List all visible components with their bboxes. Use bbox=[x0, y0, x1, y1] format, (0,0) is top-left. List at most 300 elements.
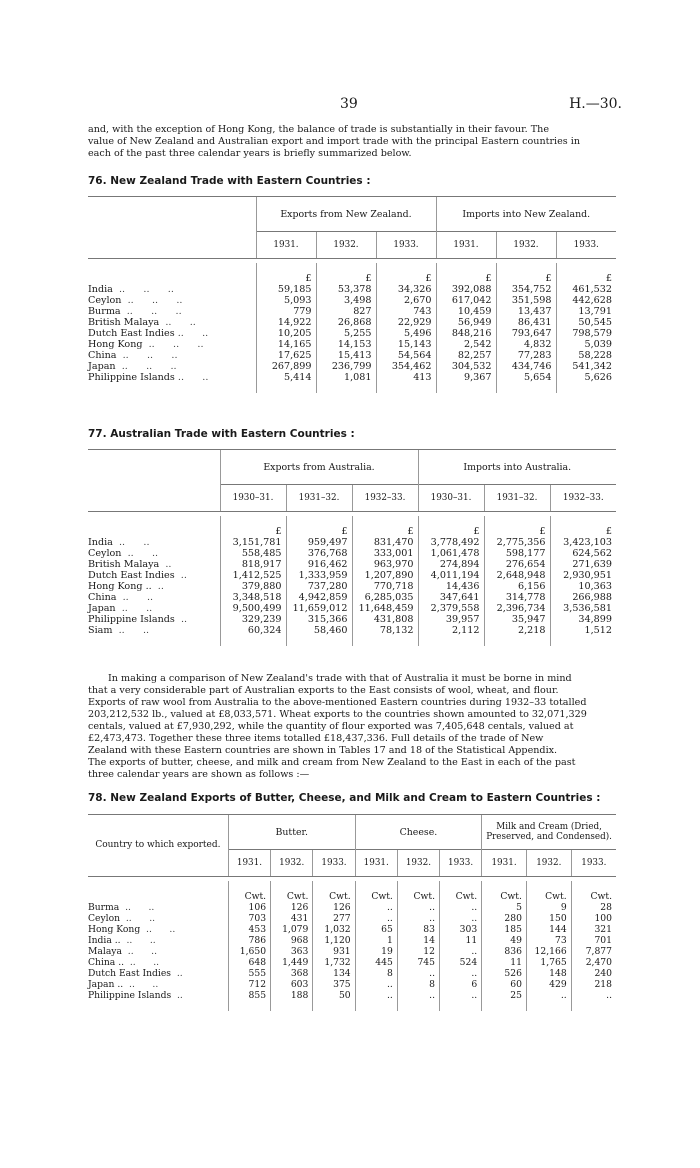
value-cell: 50,545 bbox=[556, 317, 616, 328]
value-cell: 9,367 bbox=[436, 372, 496, 383]
unit-label: £ bbox=[256, 263, 316, 284]
value-cell: 2,930,951 bbox=[550, 570, 616, 581]
table-77 bbox=[88, 449, 616, 646]
value-cell: 1,412,525 bbox=[220, 570, 286, 581]
value-cell: 461,532 bbox=[556, 284, 616, 295]
value-cell: 916,462 bbox=[286, 559, 352, 570]
leader-dots: .. .. .. bbox=[115, 361, 177, 372]
value-cell: 54,564 bbox=[376, 350, 436, 361]
country-cell bbox=[88, 935, 228, 946]
value-cell: 11 bbox=[482, 957, 527, 968]
value-cell: 779 bbox=[256, 306, 316, 317]
value-cell: .. bbox=[440, 990, 482, 1001]
table-row bbox=[88, 592, 616, 603]
value-cell: 1,081 bbox=[316, 372, 376, 383]
value-cell: 77,283 bbox=[496, 350, 556, 361]
value-cell: 555 bbox=[228, 968, 270, 979]
year-header: 1932–33. bbox=[550, 485, 616, 512]
table-78-body bbox=[88, 877, 616, 1012]
value-cell: .. bbox=[397, 913, 439, 924]
value-cell: .. bbox=[571, 990, 616, 1001]
table-row bbox=[88, 957, 616, 968]
unit-label: Cwt. bbox=[355, 881, 397, 902]
value-cell: .. bbox=[440, 913, 482, 924]
value-cell: 836 bbox=[482, 946, 527, 957]
value-cell: 15,413 bbox=[316, 350, 376, 361]
country-cell bbox=[88, 603, 220, 614]
year-header: 1932. bbox=[397, 850, 439, 877]
year-header: 1932. bbox=[316, 232, 376, 259]
country-cell bbox=[88, 548, 220, 559]
value-cell: 2,396,734 bbox=[484, 603, 550, 614]
value-cell: 2,775,356 bbox=[484, 537, 550, 548]
table-row bbox=[88, 902, 616, 913]
leader-dots: .. .. bbox=[121, 548, 159, 559]
country-name: Philippine Islands bbox=[88, 614, 175, 625]
page-number: 39 bbox=[340, 96, 358, 112]
country-name: China .. bbox=[88, 957, 125, 968]
unit-label: £ bbox=[550, 516, 616, 537]
value-cell: 5,414 bbox=[256, 372, 316, 383]
table-76 bbox=[88, 196, 616, 393]
value-cell: 818,917 bbox=[220, 559, 286, 570]
unit-label: Cwt. bbox=[440, 881, 482, 902]
value-cell: 10,363 bbox=[550, 581, 616, 592]
value-cell: 6,156 bbox=[484, 581, 550, 592]
table-row bbox=[88, 284, 616, 295]
leader-dots: .. .. bbox=[123, 979, 159, 990]
value-cell: 2,470 bbox=[571, 957, 616, 968]
value-cell: 11,648,459 bbox=[352, 603, 418, 614]
value-cell: 798,579 bbox=[556, 328, 616, 339]
value-cell: .. bbox=[440, 902, 482, 913]
country-cell bbox=[88, 570, 220, 581]
value-cell: 11,659,012 bbox=[286, 603, 352, 614]
leader-dots: .. .. bbox=[116, 592, 154, 603]
value-cell: 363 bbox=[271, 946, 313, 957]
value-cell: 827 bbox=[316, 306, 376, 317]
value-cell: 19 bbox=[355, 946, 397, 957]
value-cell: 274,894 bbox=[418, 559, 484, 570]
imports-group-header: Imports into New Zealand. bbox=[436, 197, 616, 232]
value-cell: 8 bbox=[397, 979, 439, 990]
value-cell: 379,880 bbox=[220, 581, 286, 592]
value-cell: 218 bbox=[571, 979, 616, 990]
country-name: China bbox=[88, 592, 117, 603]
value-cell: 3,151,781 bbox=[220, 537, 286, 548]
value-cell: .. bbox=[355, 979, 397, 990]
table-row bbox=[88, 913, 616, 924]
unit-label: £ bbox=[316, 263, 376, 284]
country-name: Dutch East Indies bbox=[88, 968, 171, 979]
butter-group-header: Butter. bbox=[228, 815, 355, 850]
value-cell: 2,542 bbox=[436, 339, 496, 350]
value-cell: 188 bbox=[271, 990, 313, 1001]
value-cell: .. bbox=[397, 968, 439, 979]
value-cell: 526 bbox=[482, 968, 527, 979]
value-cell: 53,378 bbox=[316, 284, 376, 295]
value-cell: 236,799 bbox=[316, 361, 376, 372]
value-cell: 5,654 bbox=[496, 372, 556, 383]
value-cell: .. bbox=[355, 902, 397, 913]
value-cell: 60,324 bbox=[220, 625, 286, 636]
value-cell: 701 bbox=[571, 935, 616, 946]
country-cell bbox=[88, 581, 220, 592]
unit-label: Cwt. bbox=[397, 881, 439, 902]
leader-dots: .. .. bbox=[119, 902, 155, 913]
value-cell: 50 bbox=[313, 990, 355, 1001]
page-header bbox=[0, 96, 700, 114]
value-cell: 11 bbox=[440, 935, 482, 946]
leader-dots: .. bbox=[159, 559, 172, 570]
value-cell: 453 bbox=[228, 924, 270, 935]
value-cell: 150 bbox=[526, 913, 571, 924]
year-header: 1932. bbox=[526, 850, 571, 877]
value-cell: 329,239 bbox=[220, 614, 286, 625]
unit-label: Cwt. bbox=[228, 881, 270, 902]
document-reference: H.—30. bbox=[569, 96, 622, 112]
leader-dots: .. .. bbox=[112, 625, 150, 636]
value-cell: 14 bbox=[397, 935, 439, 946]
value-cell: 1,207,890 bbox=[352, 570, 418, 581]
leader-dots: .. .. bbox=[174, 372, 209, 383]
value-cell: 354,462 bbox=[376, 361, 436, 372]
value-cell: 1,765 bbox=[526, 957, 571, 968]
year-header: 1931. bbox=[256, 232, 316, 259]
country-name: Hong Kong bbox=[88, 339, 143, 350]
country-name: India bbox=[88, 537, 113, 548]
value-cell: 3,778,492 bbox=[418, 537, 484, 548]
country-cell bbox=[88, 592, 220, 603]
year-header: 1930–31. bbox=[418, 485, 484, 512]
table-77-body bbox=[88, 512, 616, 647]
value-cell: .. bbox=[355, 913, 397, 924]
value-cell: 126 bbox=[313, 902, 355, 913]
value-cell: 315,366 bbox=[286, 614, 352, 625]
value-cell: 15,143 bbox=[376, 339, 436, 350]
value-cell: 743 bbox=[376, 306, 436, 317]
table-76-title: 76. New Zealand Trade with Eastern Countries : bbox=[88, 175, 371, 187]
country-cell bbox=[88, 614, 220, 625]
value-cell: 83 bbox=[397, 924, 439, 935]
year-header: 1931. bbox=[355, 850, 397, 877]
unit-label: £ bbox=[484, 516, 550, 537]
year-header: 1933. bbox=[313, 850, 355, 877]
value-cell: 3,536,581 bbox=[550, 603, 616, 614]
table-77-title: 77. Australian Trade with Eastern Countries : bbox=[88, 428, 355, 440]
country-cell bbox=[88, 625, 220, 636]
year-header: 1933. bbox=[376, 232, 436, 259]
value-cell: 354,752 bbox=[496, 284, 556, 295]
value-cell: 303 bbox=[440, 924, 482, 935]
value-cell: 1,061,478 bbox=[418, 548, 484, 559]
table-row bbox=[88, 361, 616, 372]
value-cell: 7,877 bbox=[571, 946, 616, 957]
value-cell: 848,216 bbox=[436, 328, 496, 339]
table-row bbox=[88, 625, 616, 636]
leader-dots: .. bbox=[171, 968, 183, 979]
leader-dots: .. .. bbox=[174, 328, 209, 339]
year-header: 1933. bbox=[571, 850, 616, 877]
unit-label: Cwt. bbox=[526, 881, 571, 902]
value-cell: 5,039 bbox=[556, 339, 616, 350]
value-cell: 5 bbox=[482, 902, 527, 913]
value-cell: 2,112 bbox=[418, 625, 484, 636]
leader-dots: .. .. .. bbox=[116, 350, 178, 361]
value-cell: 13,791 bbox=[556, 306, 616, 317]
value-cell: 1,120 bbox=[313, 935, 355, 946]
value-cell: 59,185 bbox=[256, 284, 316, 295]
value-cell: 10,459 bbox=[436, 306, 496, 317]
year-header: 1933. bbox=[440, 850, 482, 877]
value-cell: 770,718 bbox=[352, 581, 418, 592]
value-cell: .. bbox=[397, 902, 439, 913]
country-cell bbox=[88, 537, 220, 548]
imports-group-header: Imports into Australia. bbox=[418, 450, 616, 485]
value-cell: 392,088 bbox=[436, 284, 496, 295]
unit-row bbox=[88, 263, 616, 284]
leader-dots: .. .. bbox=[121, 946, 158, 957]
value-cell: 737,280 bbox=[286, 581, 352, 592]
year-header: 1933. bbox=[556, 232, 616, 259]
value-cell: 271,639 bbox=[550, 559, 616, 570]
table-row bbox=[88, 548, 616, 559]
leader-dots: .. .. .. bbox=[142, 339, 204, 350]
value-cell: 5,093 bbox=[256, 295, 316, 306]
value-cell: 304,532 bbox=[436, 361, 496, 372]
value-cell: 3,423,103 bbox=[550, 537, 616, 548]
country-cell bbox=[88, 328, 256, 339]
country-cell bbox=[88, 979, 228, 990]
country-name: Japan bbox=[88, 361, 116, 372]
table-row bbox=[88, 990, 616, 1001]
value-cell: 73 bbox=[526, 935, 571, 946]
leader-dots: .. .. bbox=[140, 924, 176, 935]
country-name: Burma bbox=[88, 902, 120, 913]
table-78-title: 78. New Zealand Exports of Butter, Cheese, and Milk and Cream to Eastern Countries : bbox=[88, 792, 601, 804]
country-name: Hong Kong bbox=[88, 924, 141, 935]
country-cell bbox=[88, 306, 256, 317]
unit-label: £ bbox=[418, 516, 484, 537]
value-cell: 4,832 bbox=[496, 339, 556, 350]
value-cell: 12 bbox=[397, 946, 439, 957]
unit-label: Cwt. bbox=[571, 881, 616, 902]
year-header: 1931. bbox=[436, 232, 496, 259]
value-cell: 376,768 bbox=[286, 548, 352, 559]
country-cell bbox=[88, 990, 228, 1001]
year-header: 1932. bbox=[271, 850, 313, 877]
country-cell bbox=[88, 924, 228, 935]
value-cell: 442,628 bbox=[556, 295, 616, 306]
value-cell: 431,808 bbox=[352, 614, 418, 625]
value-cell: 86,431 bbox=[496, 317, 556, 328]
value-cell: 321 bbox=[571, 924, 616, 935]
value-cell: 624,562 bbox=[550, 548, 616, 559]
value-cell: 6 bbox=[440, 979, 482, 990]
unit-label: Cwt. bbox=[271, 881, 313, 902]
table-row bbox=[88, 306, 616, 317]
table-row bbox=[88, 559, 616, 570]
value-cell: 524 bbox=[440, 957, 482, 968]
country-cell bbox=[88, 372, 256, 383]
unit-label: Cwt. bbox=[313, 881, 355, 902]
value-cell: 4,942,859 bbox=[286, 592, 352, 603]
value-cell: 368 bbox=[271, 968, 313, 979]
value-cell: 17,625 bbox=[256, 350, 316, 361]
value-cell: 34,899 bbox=[550, 614, 616, 625]
table-row bbox=[88, 317, 616, 328]
value-cell: .. bbox=[355, 990, 397, 1001]
table-row bbox=[88, 935, 616, 946]
value-cell: 14,922 bbox=[256, 317, 316, 328]
value-cell: 9 bbox=[526, 902, 571, 913]
value-cell: 8 bbox=[355, 968, 397, 979]
value-cell: 2,218 bbox=[484, 625, 550, 636]
exports-group-header: Exports from New Zealand. bbox=[256, 197, 436, 232]
value-cell: 5,496 bbox=[376, 328, 436, 339]
value-cell: 60 bbox=[482, 979, 527, 990]
unit-label: £ bbox=[436, 263, 496, 284]
leader-dots: .. bbox=[174, 614, 188, 625]
value-cell: .. bbox=[440, 946, 482, 957]
value-cell: 617,042 bbox=[436, 295, 496, 306]
unit-label: £ bbox=[352, 516, 418, 537]
country-name: Philippine Islands bbox=[88, 990, 172, 1001]
unit-label: £ bbox=[556, 263, 616, 284]
country-cell bbox=[88, 946, 228, 957]
country-cell bbox=[88, 902, 228, 913]
value-cell: 148 bbox=[526, 968, 571, 979]
value-cell: 703 bbox=[228, 913, 270, 924]
value-cell: 347,641 bbox=[418, 592, 484, 603]
cheese-group-header: Cheese. bbox=[355, 815, 482, 850]
value-cell: 558,485 bbox=[220, 548, 286, 559]
country-name: India .. bbox=[88, 935, 121, 946]
value-cell: 1,449 bbox=[271, 957, 313, 968]
value-cell: 855 bbox=[228, 990, 270, 1001]
value-cell: 3,498 bbox=[316, 295, 376, 306]
value-cell: 1,732 bbox=[313, 957, 355, 968]
value-cell: 28 bbox=[571, 902, 616, 913]
exports-group-header: Exports from Australia. bbox=[220, 450, 418, 485]
value-cell: 82,257 bbox=[436, 350, 496, 361]
table-78 bbox=[88, 814, 616, 1011]
value-cell: 26,868 bbox=[316, 317, 376, 328]
country-name: Ceylon bbox=[88, 913, 121, 924]
value-cell: 10,205 bbox=[256, 328, 316, 339]
unit-label: £ bbox=[376, 263, 436, 284]
leader-dots: .. .. .. bbox=[121, 295, 183, 306]
leader-dots: .. .. bbox=[120, 913, 156, 924]
country-cell bbox=[88, 559, 220, 570]
leader-dots: .. .. bbox=[112, 537, 150, 548]
value-cell: 793,647 bbox=[496, 328, 556, 339]
year-header: 1932. bbox=[496, 232, 556, 259]
value-cell: 5,626 bbox=[556, 372, 616, 383]
country-name: Japan .. bbox=[88, 979, 124, 990]
value-cell: 25 bbox=[482, 990, 527, 1001]
value-cell: 1,079 bbox=[271, 924, 313, 935]
value-cell: 14,436 bbox=[418, 581, 484, 592]
country-column-header: Country to which exported. bbox=[88, 815, 228, 877]
value-cell: 541,342 bbox=[556, 361, 616, 372]
table-row bbox=[88, 979, 616, 990]
value-cell: 959,497 bbox=[286, 537, 352, 548]
value-cell: 39,957 bbox=[418, 614, 484, 625]
table-row bbox=[88, 537, 616, 548]
value-cell: 49 bbox=[482, 935, 527, 946]
value-cell: 1,032 bbox=[313, 924, 355, 935]
value-cell: 831,470 bbox=[352, 537, 418, 548]
leader-dots: .. .. bbox=[120, 935, 156, 946]
country-cell bbox=[88, 361, 256, 372]
table-row bbox=[88, 924, 616, 935]
country-name: Malaya bbox=[88, 946, 122, 957]
value-cell: .. bbox=[526, 990, 571, 1001]
value-cell: 351,598 bbox=[496, 295, 556, 306]
value-cell: 14,165 bbox=[256, 339, 316, 350]
leader-dots: .. .. bbox=[124, 957, 160, 968]
value-cell: 931 bbox=[313, 946, 355, 957]
value-cell: 34,326 bbox=[376, 284, 436, 295]
country-cell bbox=[88, 295, 256, 306]
value-cell: 35,947 bbox=[484, 614, 550, 625]
country-name: Siam bbox=[88, 625, 113, 636]
year-header: 1932–33. bbox=[352, 485, 418, 512]
value-cell: 745 bbox=[397, 957, 439, 968]
country-cell bbox=[88, 913, 228, 924]
value-cell: 1 bbox=[355, 935, 397, 946]
value-cell: 314,778 bbox=[484, 592, 550, 603]
table-row bbox=[88, 339, 616, 350]
value-cell: 276,654 bbox=[484, 559, 550, 570]
unit-label: £ bbox=[220, 516, 286, 537]
value-cell: 445 bbox=[355, 957, 397, 968]
intro-paragraph: and, with the exception of Hong Kong, the balance of trade is substantially in their favour. The value of New Zealand and Australian export and import trade with the principal Eastern countries in each of the past three calendar years is briefly summarized below. bbox=[88, 124, 581, 159]
leader-dots: .. .. bbox=[115, 603, 153, 614]
value-cell: 58,228 bbox=[556, 350, 616, 361]
table-row bbox=[88, 570, 616, 581]
value-cell: 13,437 bbox=[496, 306, 556, 317]
value-cell: 22,929 bbox=[376, 317, 436, 328]
value-cell: 1,650 bbox=[228, 946, 270, 957]
value-cell: 375 bbox=[313, 979, 355, 990]
country-name: China bbox=[88, 350, 117, 361]
value-cell: 968 bbox=[271, 935, 313, 946]
table-row bbox=[88, 350, 616, 361]
table-row bbox=[88, 968, 616, 979]
country-name: Burma bbox=[88, 306, 121, 317]
value-cell: 267,899 bbox=[256, 361, 316, 372]
value-cell: 106 bbox=[228, 902, 270, 913]
leader-dots: .. bbox=[151, 581, 164, 592]
value-cell: 58,460 bbox=[286, 625, 352, 636]
year-header: 1931–32. bbox=[286, 485, 352, 512]
unit-row bbox=[88, 881, 616, 902]
year-header: 1931. bbox=[482, 850, 527, 877]
value-cell: 4,011,194 bbox=[418, 570, 484, 581]
leader-dots: .. .. .. bbox=[120, 306, 182, 317]
country-name: British Malaya bbox=[88, 317, 160, 328]
country-name: Ceylon bbox=[88, 295, 122, 306]
value-cell: 277 bbox=[313, 913, 355, 924]
leader-dots: .. bbox=[171, 990, 183, 1001]
value-cell: 134 bbox=[313, 968, 355, 979]
milk-cream-group-header: Milk and Cream (Dried, Preserved, and Condensed). bbox=[482, 815, 616, 850]
value-cell: 266,988 bbox=[550, 592, 616, 603]
value-cell: 786 bbox=[228, 935, 270, 946]
value-cell: 12,166 bbox=[526, 946, 571, 957]
